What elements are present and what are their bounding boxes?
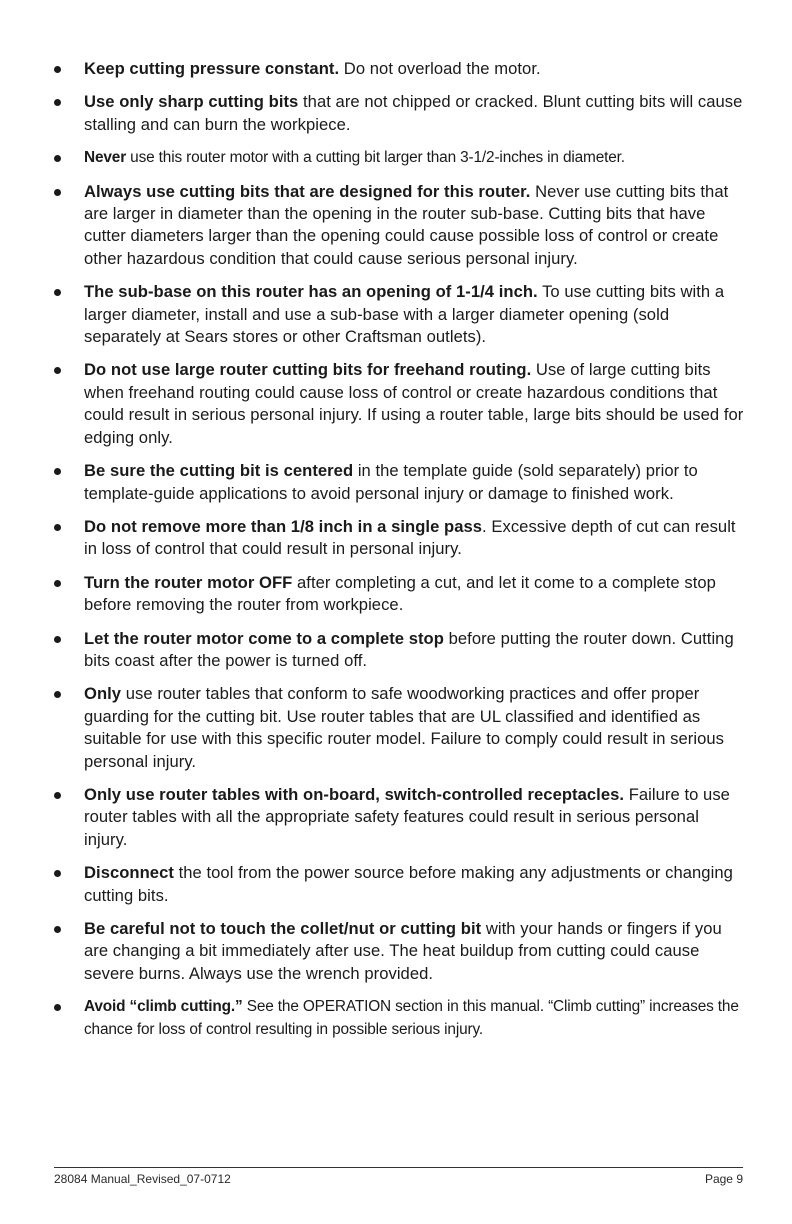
item-text: See the OPERATION section in this manual. “Climb cutting” increases the chance for loss of control resulting in possible serious injury. [84, 998, 739, 1038]
item-lead: Use only sharp cutting bits [84, 92, 299, 112]
item-lead: Avoid “climb cutting.” [84, 998, 243, 1016]
list-item [54, 281, 744, 348]
item-lead: Be careful not to touch the collet/nut or cutting bit [84, 919, 482, 938]
bullet-icon [54, 367, 61, 374]
bullet-icon [54, 468, 61, 475]
bullet-icon [54, 99, 61, 106]
item-text: Failure to use router tables with all the appropriate safety features could result in serious personal injury. [84, 784, 730, 849]
bullet-icon [54, 580, 61, 587]
list-item [54, 359, 744, 449]
list-item [54, 181, 744, 271]
item-text: in the template guide (sold separately) prior to template-guide applications to avoid personal injury or damage to finished work. [84, 461, 698, 503]
list-item [54, 918, 744, 985]
item-text: with your hands or fingers if you are changing a bit immediately after use. The heat buildup from cutting could cause severe burns. Always use the wrench provided. [84, 919, 722, 983]
list-item [54, 628, 744, 673]
bullet-icon [54, 926, 61, 933]
bullet-icon [54, 189, 61, 196]
item-lead: Do not use large router cutting bits for freehand routing. [84, 360, 532, 380]
item-lead: Never [84, 149, 127, 167]
bullet-icon [54, 691, 61, 698]
bullet-icon [54, 524, 61, 531]
item-text: that are not chipped or cracked. Blunt cutting bits will cause stalling and can burn the workpiece. [84, 92, 743, 134]
list-item [54, 460, 744, 505]
footer-doc-id: 28084 Manual_Revised_07-0712 [54, 1172, 231, 1186]
bullet-icon [54, 1004, 61, 1011]
bullet-icon [54, 155, 61, 162]
footer-divider [54, 1167, 743, 1168]
list-item [54, 784, 744, 851]
item-lead: Disconnect [84, 863, 174, 883]
item-lead: Only use router tables with on-board, switch-controlled receptacles. [84, 784, 625, 804]
item-text: the tool from the power source before making any adjustments or changing cutting bits. [84, 863, 733, 905]
item-lead: The sub-base on this router has an opening of 1-1/4 inch. [84, 282, 538, 302]
list-item [54, 147, 744, 169]
item-lead: Keep cutting pressure constant. [84, 59, 340, 78]
list-item [54, 683, 744, 773]
item-text: To use cutting bits with a larger diameter, install and use a sub-base with a larger diameter opening (sold separately at Sears stores or other Craftsman outlets). [84, 282, 725, 347]
list-item [54, 58, 744, 80]
list-item [54, 572, 744, 617]
item-text: . Excessive depth of cut can result in loss of control that could result in personal injury. [84, 516, 736, 559]
bullet-icon [54, 636, 61, 643]
item-text: Never use cutting bits that are larger in diameter than the opening in the router sub-base. Cutting bits that have cutter diameters larger than the opening could cause possible loss of control or create other hazardous condition that could cause serious personal injury. [84, 181, 729, 268]
list-item [54, 516, 744, 561]
item-text: after completing a cut, and let it come to a complete stop before removing the router from workpiece. [84, 572, 716, 615]
item-lead: Let the router motor come to a complete stop [84, 628, 444, 648]
bullet-icon [54, 289, 61, 296]
item-text: use this router motor with a cutting bit larger than 3-1/2-inches in diameter. [126, 149, 625, 167]
page-footer [54, 1172, 743, 1186]
footer-page-number: Page 9 [704, 1172, 743, 1186]
item-text: Do not overload the motor. [339, 59, 541, 78]
item-text: Use of large cutting bits when freehand routing could cause loss of control or create hazardous conditions that could result in serious personal injury. If using a router table, large bits should be used for edging only. [84, 360, 744, 447]
list-item [54, 996, 744, 1041]
item-text: use router tables that conform to safe woodworking practices and offer proper guarding for the cutting bit. Use router tables that are UL classified and identified as suitable for use with this specific router model. Failure to comply could result in serious personal injury. [84, 684, 724, 771]
bullet-icon [54, 870, 61, 877]
item-lead: Only [84, 684, 122, 704]
item-lead: Do not remove more than 1/8 inch in a single pass [84, 516, 483, 536]
item-lead: Turn the router motor OFF [84, 572, 293, 592]
item-lead: Always use cutting bits that are designed for this router. [84, 181, 531, 201]
list-item [54, 91, 744, 136]
bullet-icon [54, 792, 61, 799]
bullet-icon [54, 66, 61, 73]
item-lead: Be sure the cutting bit is centered [84, 461, 354, 481]
safety-rules-list [54, 58, 744, 1052]
item-text: before putting the router down. Cutting bits coast after the power is turned off. [84, 628, 734, 670]
list-item [54, 862, 744, 907]
